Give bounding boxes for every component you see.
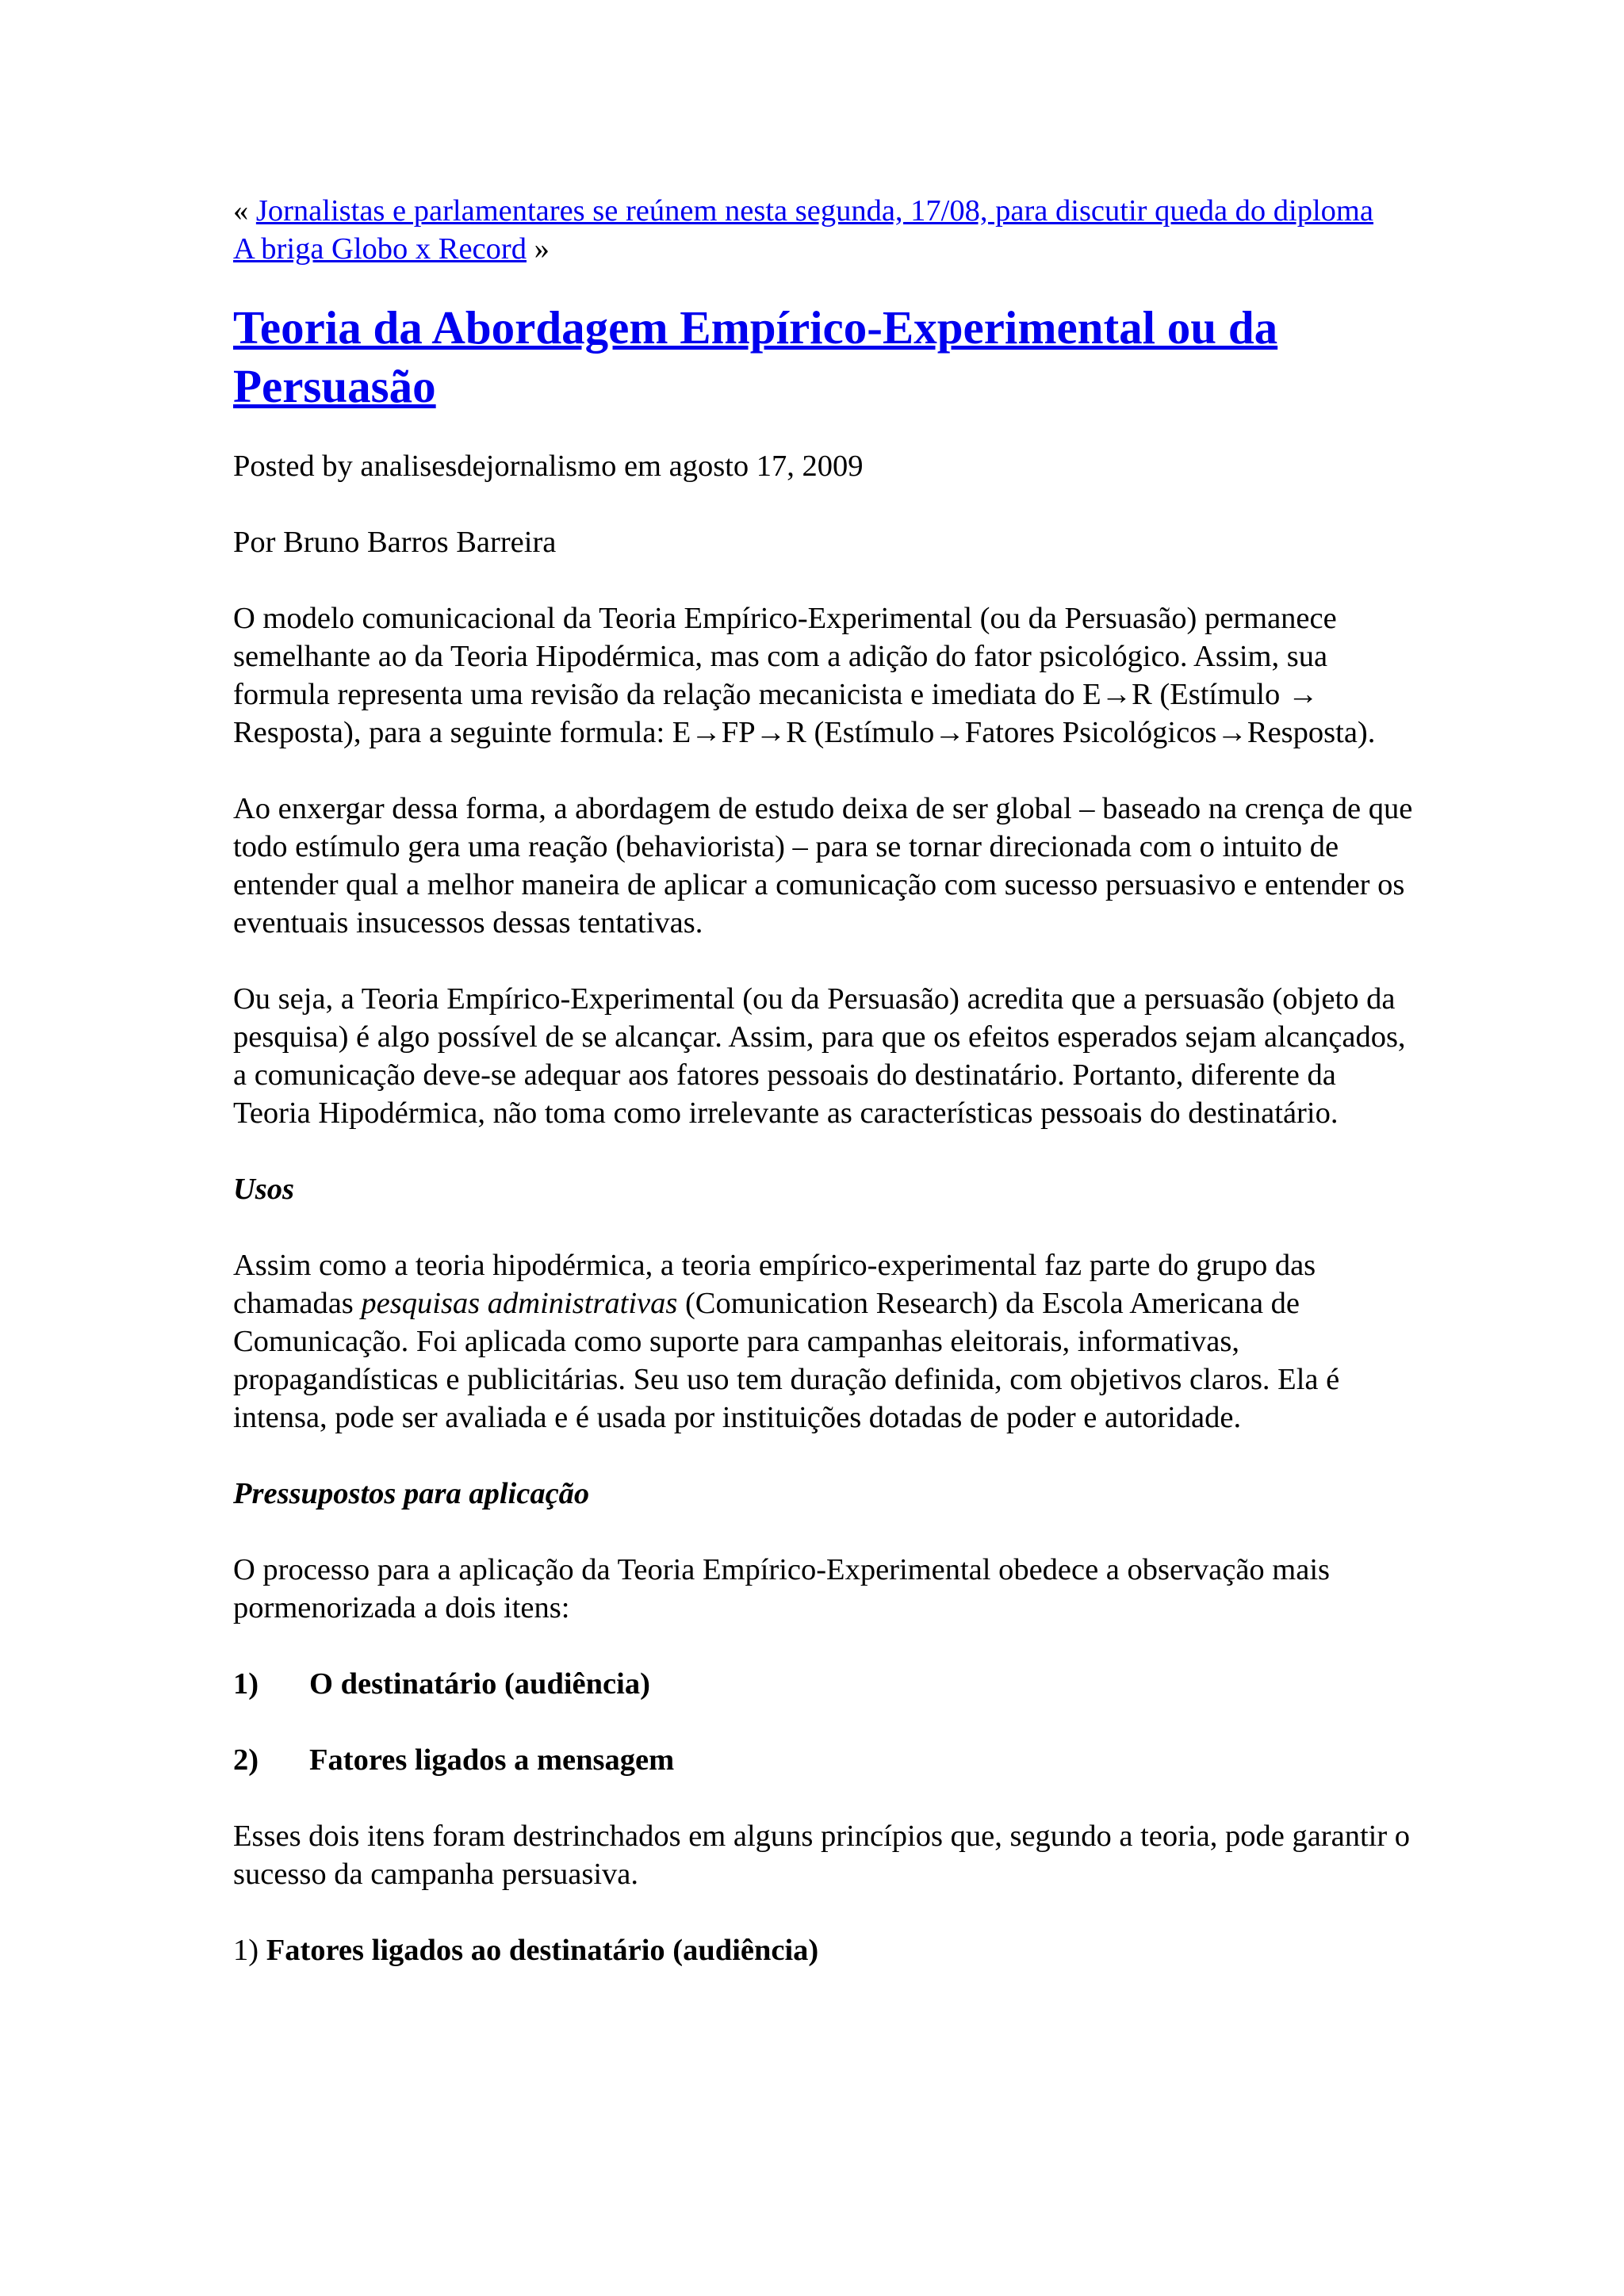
- list-item-label: O destinatário (audiência): [309, 1667, 650, 1701]
- post-title: [233, 298, 1327, 415]
- prev-post-link[interactable]: Jornalistas e parlamentares se reúnem nesta segunda, 17/08, para discutir queda do diploma: [255, 194, 1373, 228]
- list-item-number: 1): [233, 1667, 259, 1701]
- list-item-label: Fatores ligados a mensagem: [309, 1743, 675, 1777]
- post-title-link[interactable]: Teoria da Abordagem Empírico-Experimental ou da Persuasão: [233, 301, 1278, 412]
- paragraph-usos: [233, 1246, 1415, 1437]
- section-heading-destinatario: [233, 1931, 1415, 1969]
- post-navigation: [233, 192, 1415, 268]
- list-item-mensagem: [233, 1741, 1415, 1779]
- heading-pressupostos: Pressupostos para aplicação: [233, 1477, 590, 1510]
- section-number: 1): [233, 1934, 266, 1967]
- list-item-destinatario: [233, 1665, 1415, 1703]
- paragraph-closing: Esses dois itens foram destrinchados em alguns princípios que, segundo a teoria, pode garantir o sucesso da campanha persuasiva.: [233, 1820, 1411, 1891]
- heading-usos: Usos: [233, 1173, 295, 1206]
- prev-prefix: «: [233, 194, 256, 228]
- post-meta: Posted by analisesdejornalismo em agosto 17, 2009: [233, 450, 864, 483]
- next-post-link[interactable]: A briga Globo x Record: [233, 232, 527, 266]
- usos-text-start: Assim como a teoria hipodérmica, a teoria empírico-experimental faz parte do grupo das chamadas: [233, 1249, 1316, 1320]
- paragraph-pressupostos: O processo para a aplicação da Teoria Empírico-Experimental obedece a observação mais pormenorizada a dois itens:: [233, 1553, 1331, 1624]
- prev-post-line: [233, 192, 1415, 230]
- paragraph-approach: Ao enxergar dessa forma, a abordagem de estudo deixa de ser global – baseado na crença de que todo estímulo gera uma reação (behaviorista) – para se tornar direcionada com o intuito de entender qual a melhor maneira de aplicar a comunicação com sucesso persuasivo e entender os eventuais insucessos dessas tentativas.: [233, 792, 1413, 939]
- paragraph-intro: O modelo comunicacional da Teoria Empírico-Experimental (ou da Persuasão) permanece semelhante ao da Teoria Hipodérmica, mas com a adição do fator psicológico. Assim, sua formula representa uma revisão da relação mecanicista e imediata do E→R (Estímulo → Resposta), para a seguinte formula: E→FP→R (Estímulo→Fatores Psicológicos→Resposta).: [233, 602, 1376, 749]
- paragraph-persuasion: Ou seja, a Teoria Empírico-Experimental (ou da Persuasão) acredita que a persuasão (objeto da pesquisa) é algo possível de se alcançar. Assim, para que os efeitos esperados sejam alcançados, a comunicação deve-se adequar aos fatores pessoais do destinatário. Portanto, diferente da Teoria Hipodérmica, não toma como irrelevante as características pessoais do destinatário.: [233, 982, 1406, 1130]
- usos-text-end: (Comunication Research) da Escola Americana de Comunicação. Foi aplicada como suporte para campanhas eleitorais, informativas, propagandísticas e publicitárias. Seu uso tem duração definida, com objetivos claros. Ela é intensa, pode ser avaliada e é usada por instituições dotadas de poder e autoridade.: [233, 1287, 1340, 1434]
- next-post-line: [233, 230, 1415, 268]
- article-page: [233, 192, 1415, 2007]
- usos-italic-term: pesquisas administrativas: [361, 1287, 678, 1320]
- list-item-number: 2): [233, 1743, 259, 1777]
- next-suffix: »: [526, 232, 550, 266]
- post-author: Por Bruno Barros Barreira: [233, 526, 557, 559]
- section-label: Fatores ligados ao destinatário (audiência): [266, 1934, 819, 1967]
